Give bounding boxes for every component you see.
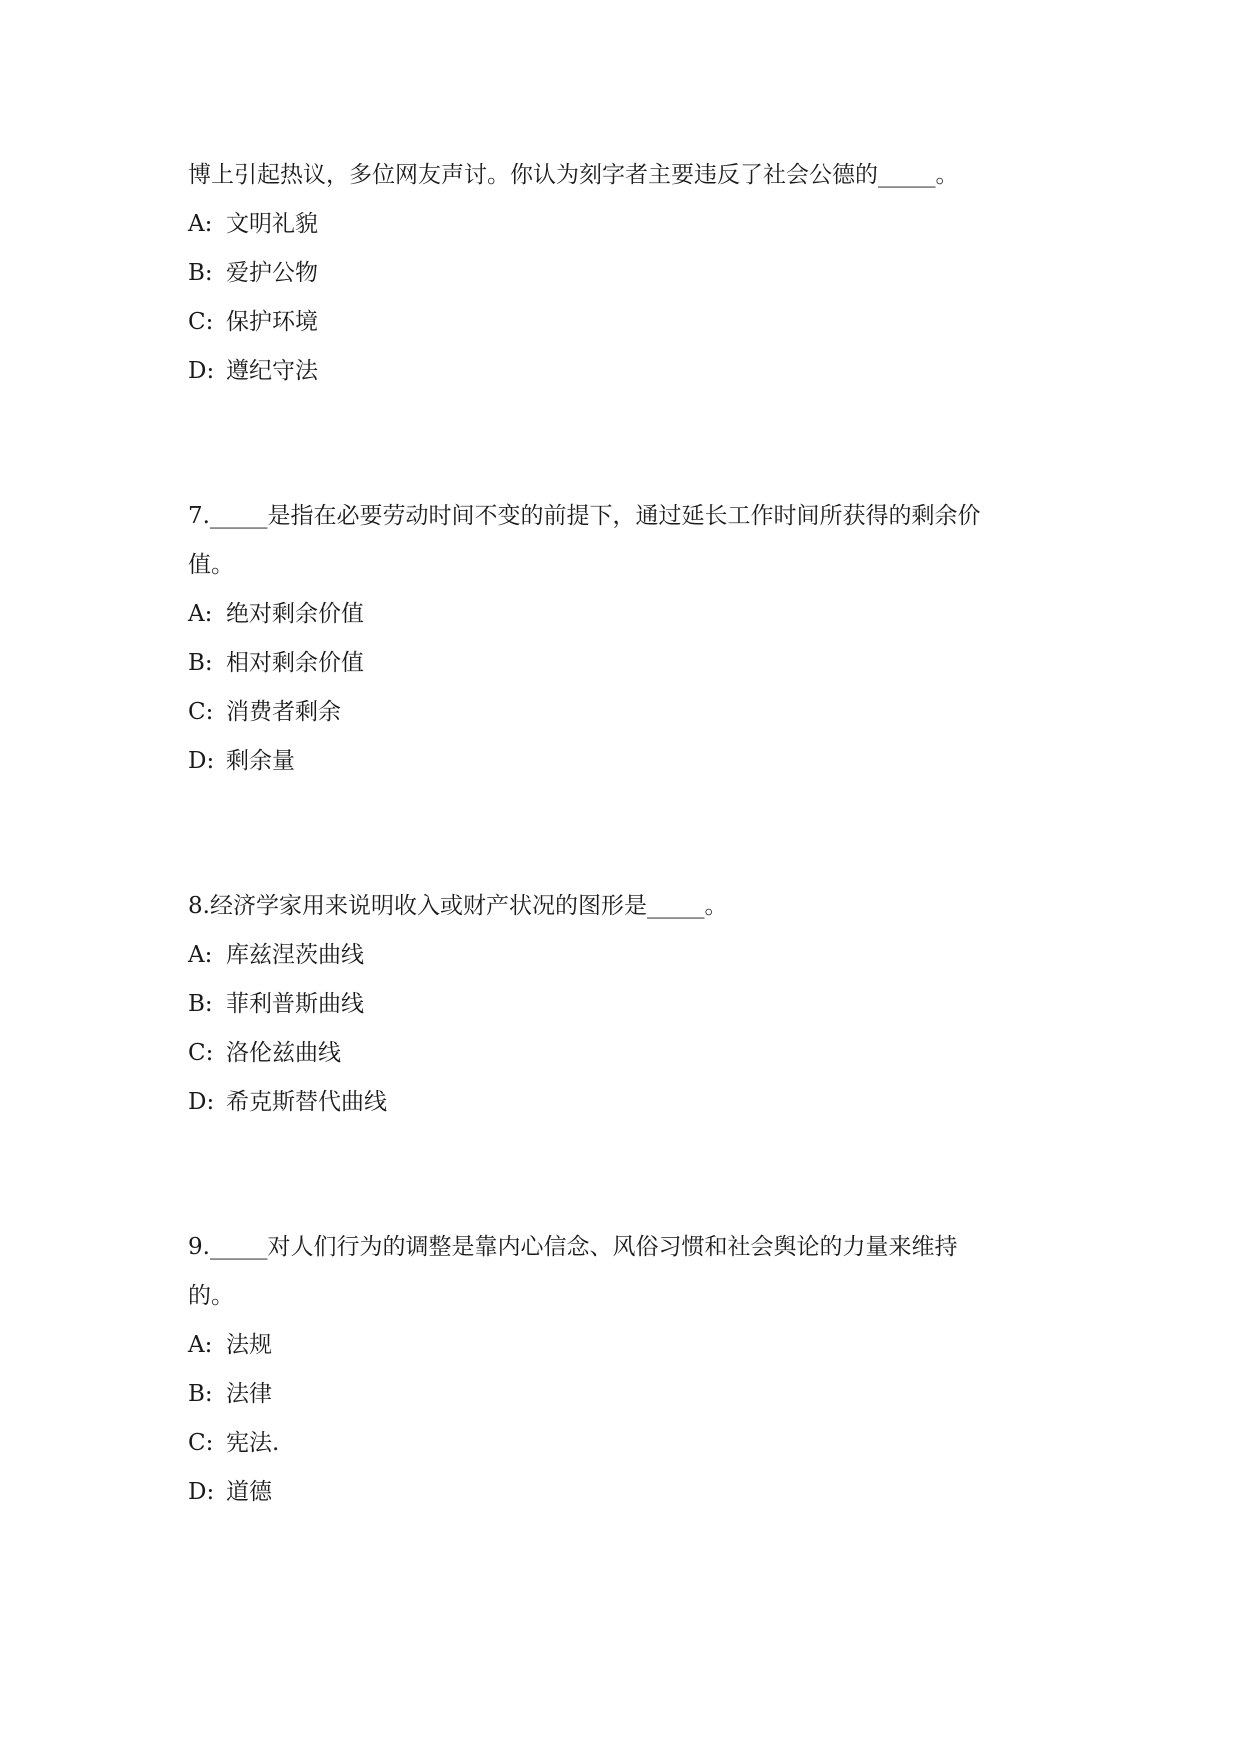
option-text: 希克斯替代曲线 [226,1089,387,1115]
option-key: B: [188,1381,213,1407]
question-8-option-a [188,940,364,970]
option-text: 宪法. [226,1430,280,1456]
option-text: 消费者剩余 [226,699,341,725]
question-8-option-b [188,989,364,1019]
option-text: 法律 [226,1381,272,1407]
option-key: A: [188,1332,213,1358]
question-7-stem-line-1: 7._____是指在必要劳动时间不变的前提下，通过延长工作时间所获得的剩余价 [188,503,981,529]
option-key: B: [188,260,213,286]
question-8-stem: 8.经济学家用来说明收入或财产状况的图形是_____。 [188,893,728,919]
question-7-option-a [188,599,364,629]
option-text: 保护环境 [226,309,318,335]
question-7-option-c [188,697,341,727]
question-7-option-d [188,746,295,776]
option-key: C: [188,699,214,725]
question-6-option-b [188,258,318,288]
option-key: D: [188,748,215,774]
question-9-option-b [188,1379,272,1409]
option-text: 洛伦兹曲线 [226,1040,341,1066]
question-7-option-b [188,648,364,678]
option-key: D: [188,1089,215,1115]
option-text: 法规 [226,1332,272,1358]
option-key: A: [188,211,213,237]
option-text: 遵纪守法 [226,358,318,384]
question-9-stem-line-2: 的。 [188,1283,234,1309]
option-key: A: [188,942,213,968]
option-text: 爱护公物 [226,260,318,286]
question-9-stem-line-1: 9._____对人们行为的调整是靠内心信念、风俗习惯和社会舆论的力量来维持 [188,1234,958,1260]
question-9-option-d [188,1477,272,1507]
question-9-option-a [188,1330,272,1360]
question-6-option-c [188,307,318,337]
option-key: C: [188,1430,214,1456]
question-9-option-c [188,1428,279,1458]
question-6-option-d [188,356,318,386]
option-text: 库兹涅茨曲线 [226,942,364,968]
question-8-option-c [188,1038,341,1068]
option-key: C: [188,309,214,335]
option-text: 道德 [226,1479,272,1505]
option-key: B: [188,650,213,676]
option-key: D: [188,358,215,384]
option-key: A: [188,601,213,627]
question-6-stem: 博上引起热议，多位网友声讨。你认为刻字者主要违反了社会公德的_____。 [188,162,959,188]
question-8-option-d [188,1087,387,1117]
option-key: D: [188,1479,215,1505]
option-text: 文明礼貌 [226,211,318,237]
option-text: 菲利普斯曲线 [226,991,364,1017]
option-text: 绝对剩余价值 [226,601,364,627]
option-key: C: [188,1040,214,1066]
question-7-stem-line-2: 值。 [188,552,234,578]
option-text: 剩余量 [226,748,295,774]
question-6-option-a [188,209,318,239]
option-text: 相对剩余价值 [226,650,364,676]
option-key: B: [188,991,213,1017]
